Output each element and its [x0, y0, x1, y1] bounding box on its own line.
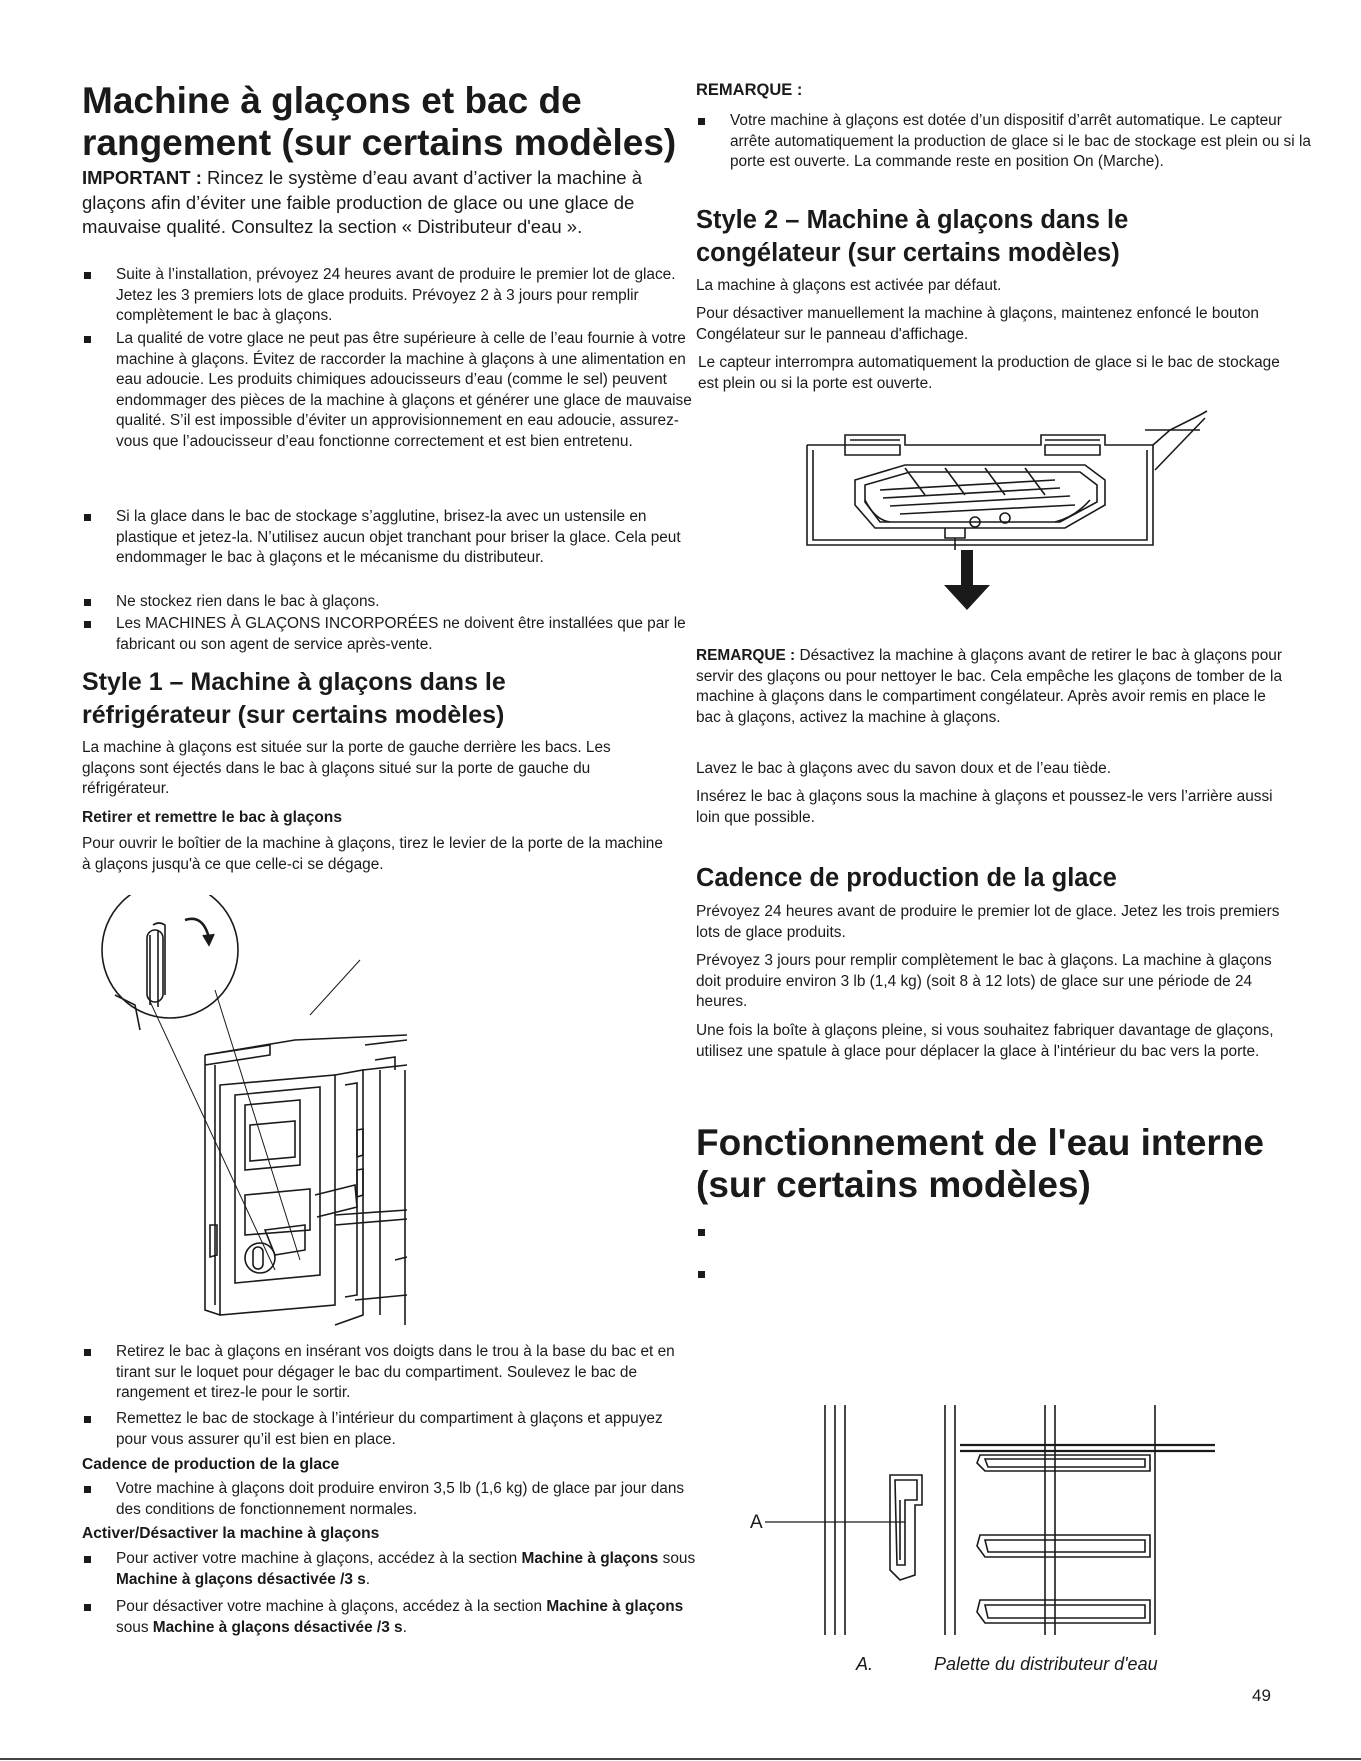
important-paragraph	[82, 166, 668, 240]
water-title-line1: Fonctionnement de l'eau interne	[696, 1122, 1264, 1163]
style2-paragraph-2: Pour désactiver manuellement la machine à glaçons, maintenez enfoncé le bouton Congélateur sur le panneau d'affichage.	[696, 305, 1259, 343]
remarque-label-2: REMARQUE :	[696, 647, 796, 664]
toggle-heading: Activer/Désactiver la machine à glaçons	[82, 1525, 380, 1542]
water-dispenser-illustration	[755, 1405, 1225, 1635]
list-item	[82, 1597, 696, 1638]
list-item: La qualité de votre glace ne peut pas être supérieure à celle de l’eau fournie à votre machine à glaçons. Évitez de raccorder la machine à glaçons à une alimentation en eau adoucie. Les produits chimiques adoucisseurs d’eau (comme le sel) peuvent endommager des pièces de la machine à glaçons et générer une glace de mauvaise qualité. S’il est impossible d’éviter un approvisionnement en eau adoucie, assurez-vous que l’adoucisseur d’eau fonctionne correctement et est bien entretenu.	[82, 329, 696, 453]
remarque-text-2: Désactivez la machine à glaçons avant de retirer le bac à glaçons pour servir des glaçons ou pour nettoyer le bac. Cela empêche les glaçons de tomber de la machine à glaçons dans le compartiment congélateur. Après avoir remis en place le bac à glaçons, activez la machine à glaçons.	[696, 647, 1283, 726]
list-item: Remettez le bac de stockage à l’intérieur du compartiment à glaçons et appuyez pour vous assurer qu’il est bien en place.	[82, 1409, 696, 1450]
remove-heading: Retirer et remettre le bac à glaçons	[82, 809, 343, 826]
toggle-on-bold-2: Machine à glaçons désactivée /3 s	[116, 1570, 366, 1588]
style1-title-line2: réfrigérateur (sur certains modèles)	[82, 701, 505, 729]
freezer-ice-maker-illustration	[805, 410, 1215, 620]
toggle-off-end: .	[402, 1618, 407, 1636]
rate-title-right: Cadence de production de la glace	[696, 864, 1117, 892]
water-title-line2: (sur certains modèles)	[696, 1164, 1091, 1205]
important-text: Rincez le système d’eau avant d’activer la machine à glaçons afin d’éviter une faible production de glace ou une glace de mauvaise qualité. Consultez la section « Distributeur d'eau ».	[82, 167, 642, 237]
wash-paragraph: Lavez le bac à glaçons avec du savon doux et de l’eau tiède.	[696, 760, 1111, 777]
toggle-on-bold-1: Machine à glaçons	[521, 1550, 659, 1567]
caption-letter: A.	[856, 1654, 874, 1674]
style2-paragraph-3: Le capteur interrompra automatiquement la production de glace si le bac de stockage est plein ou si la porte est ouverte.	[698, 354, 1280, 392]
style2-title-line2: congélateur (sur certains modèles)	[696, 239, 1120, 267]
rate-heading-left: Cadence de production de la glace	[82, 1456, 340, 1473]
list-item	[82, 1549, 696, 1590]
page-title-line2: rangement (sur certains modèles)	[82, 122, 677, 163]
list-item: Votre machine à glaçons est dotée d’un dispositif d’arrêt automatique. Le capteur arrête automatiquement la production de glace si le bac de stockage est plein ou si la porte est ouverte. La commande reste en position On (Marche).	[696, 111, 1320, 173]
remove-description: Pour ouvrir le boîtier de la machine à glaçons, tirez le levier de la porte de la machine à glaçons jusqu'à ce que celle-ci se dégage.	[82, 835, 663, 873]
list-item: Votre machine à glaçons doit produire environ 3,5 lb (1,6 kg) de glace par jour dans des conditions de fonctionnement normales.	[82, 1479, 696, 1520]
list-item: Ne stockez rien dans le bac à glaçons.	[82, 592, 696, 613]
style2-paragraph-1: La machine à glaçons est activée par défaut.	[696, 277, 1002, 294]
list-item: Suite à l’installation, prévoyez 24 heures avant de produire le premier lot de glace. Jetez les 3 premiers lots de glace produits. Prévoyez 2 à 3 jours pour remplir complètement le bac à glaçons.	[82, 265, 696, 327]
toggle-off-text: Pour désactiver votre machine à glaçons, accédez à la section	[116, 1598, 547, 1615]
remarque-paragraph-2	[696, 646, 1286, 728]
rate-paragraph-2: Prévoyez 3 jours pour remplir complètement le bac à glaçons. La machine à glaçons doit produire environ 3 lb (1,4 kg) (soit 8 à 12 lots) de glace sur une période de 24 heures.	[696, 952, 1272, 1011]
list-item: Si la glace dans le bac de stockage s’agglutine, brisez-la avec un ustensile en plastique et jetez-la. N’utilisez aucun objet tranchant pour briser la glace. Cela peut endommager le bac à glaçons et le mécanisme du distributeur.	[82, 507, 696, 569]
empty-bullet	[698, 1271, 705, 1278]
style2-title-line1: Style 2 – Machine à glaçons dans le	[696, 206, 1129, 234]
insert-paragraph: Insérez le bac à glaçons sous la machine à glaçons et poussez-le vers l’arrière aussi loin que possible.	[696, 788, 1273, 826]
toggle-on-text: Pour activer votre machine à glaçons, accédez à la section	[116, 1550, 522, 1567]
remarque-label-1: REMARQUE :	[696, 81, 803, 99]
toggle-off-bold-2: Machine à glaçons désactivée /3 s	[152, 1618, 403, 1636]
ice-bin-door-illustration	[95, 895, 415, 1335]
rate-paragraph-1: Prévoyez 24 heures avant de produire le premier lot de glace. Jetez les trois premiers lots de glace produits.	[696, 903, 1280, 941]
empty-bullet	[698, 1229, 705, 1236]
style1-title-line1: Style 1 – Machine à glaçons dans le	[82, 668, 506, 696]
toggle-off-bold-1: Machine à glaçons	[546, 1598, 684, 1615]
caption-text: Palette du distributeur d'eau	[934, 1654, 1158, 1674]
page-title-line1: Machine à glaçons et bac de	[82, 80, 582, 121]
page-number: 49	[1252, 1686, 1271, 1705]
toggle-off-mid: sous	[116, 1618, 153, 1636]
list-item: Retirez le bac à glaçons en insérant vos doigts dans le trou à la base du bac et en tirant sur le loquet pour dégager le bac du compartiment. Soulevez le bac de rangement et tirez-le pour le sortir.	[82, 1342, 696, 1404]
callout-a-label: A	[750, 1512, 763, 1533]
toggle-on-end: .	[365, 1570, 371, 1588]
list-item: Les MACHINES À GLAÇONS INCORPORÉES ne doivent être installées que par le fabricant ou son agent de service après-vente.	[82, 614, 696, 655]
important-label: IMPORTANT :	[82, 167, 202, 188]
rate-paragraph-3: Une fois la boîte à glaçons pleine, si vous souhaitez fabriquer davantage de glaçons, utilisez une spatule à glace pour déplacer la glace à l'intérieur du bac vers la porte.	[696, 1022, 1274, 1060]
bottom-rule	[0, 1758, 1361, 1760]
style1-description: La machine à glaçons est située sur la porte de gauche derrière les bacs. Les glaçons sont éjectés dans le bac à glaçons situé sur la porte de gauche du réfrigérateur.	[82, 739, 611, 798]
toggle-on-mid: sous	[658, 1550, 696, 1567]
